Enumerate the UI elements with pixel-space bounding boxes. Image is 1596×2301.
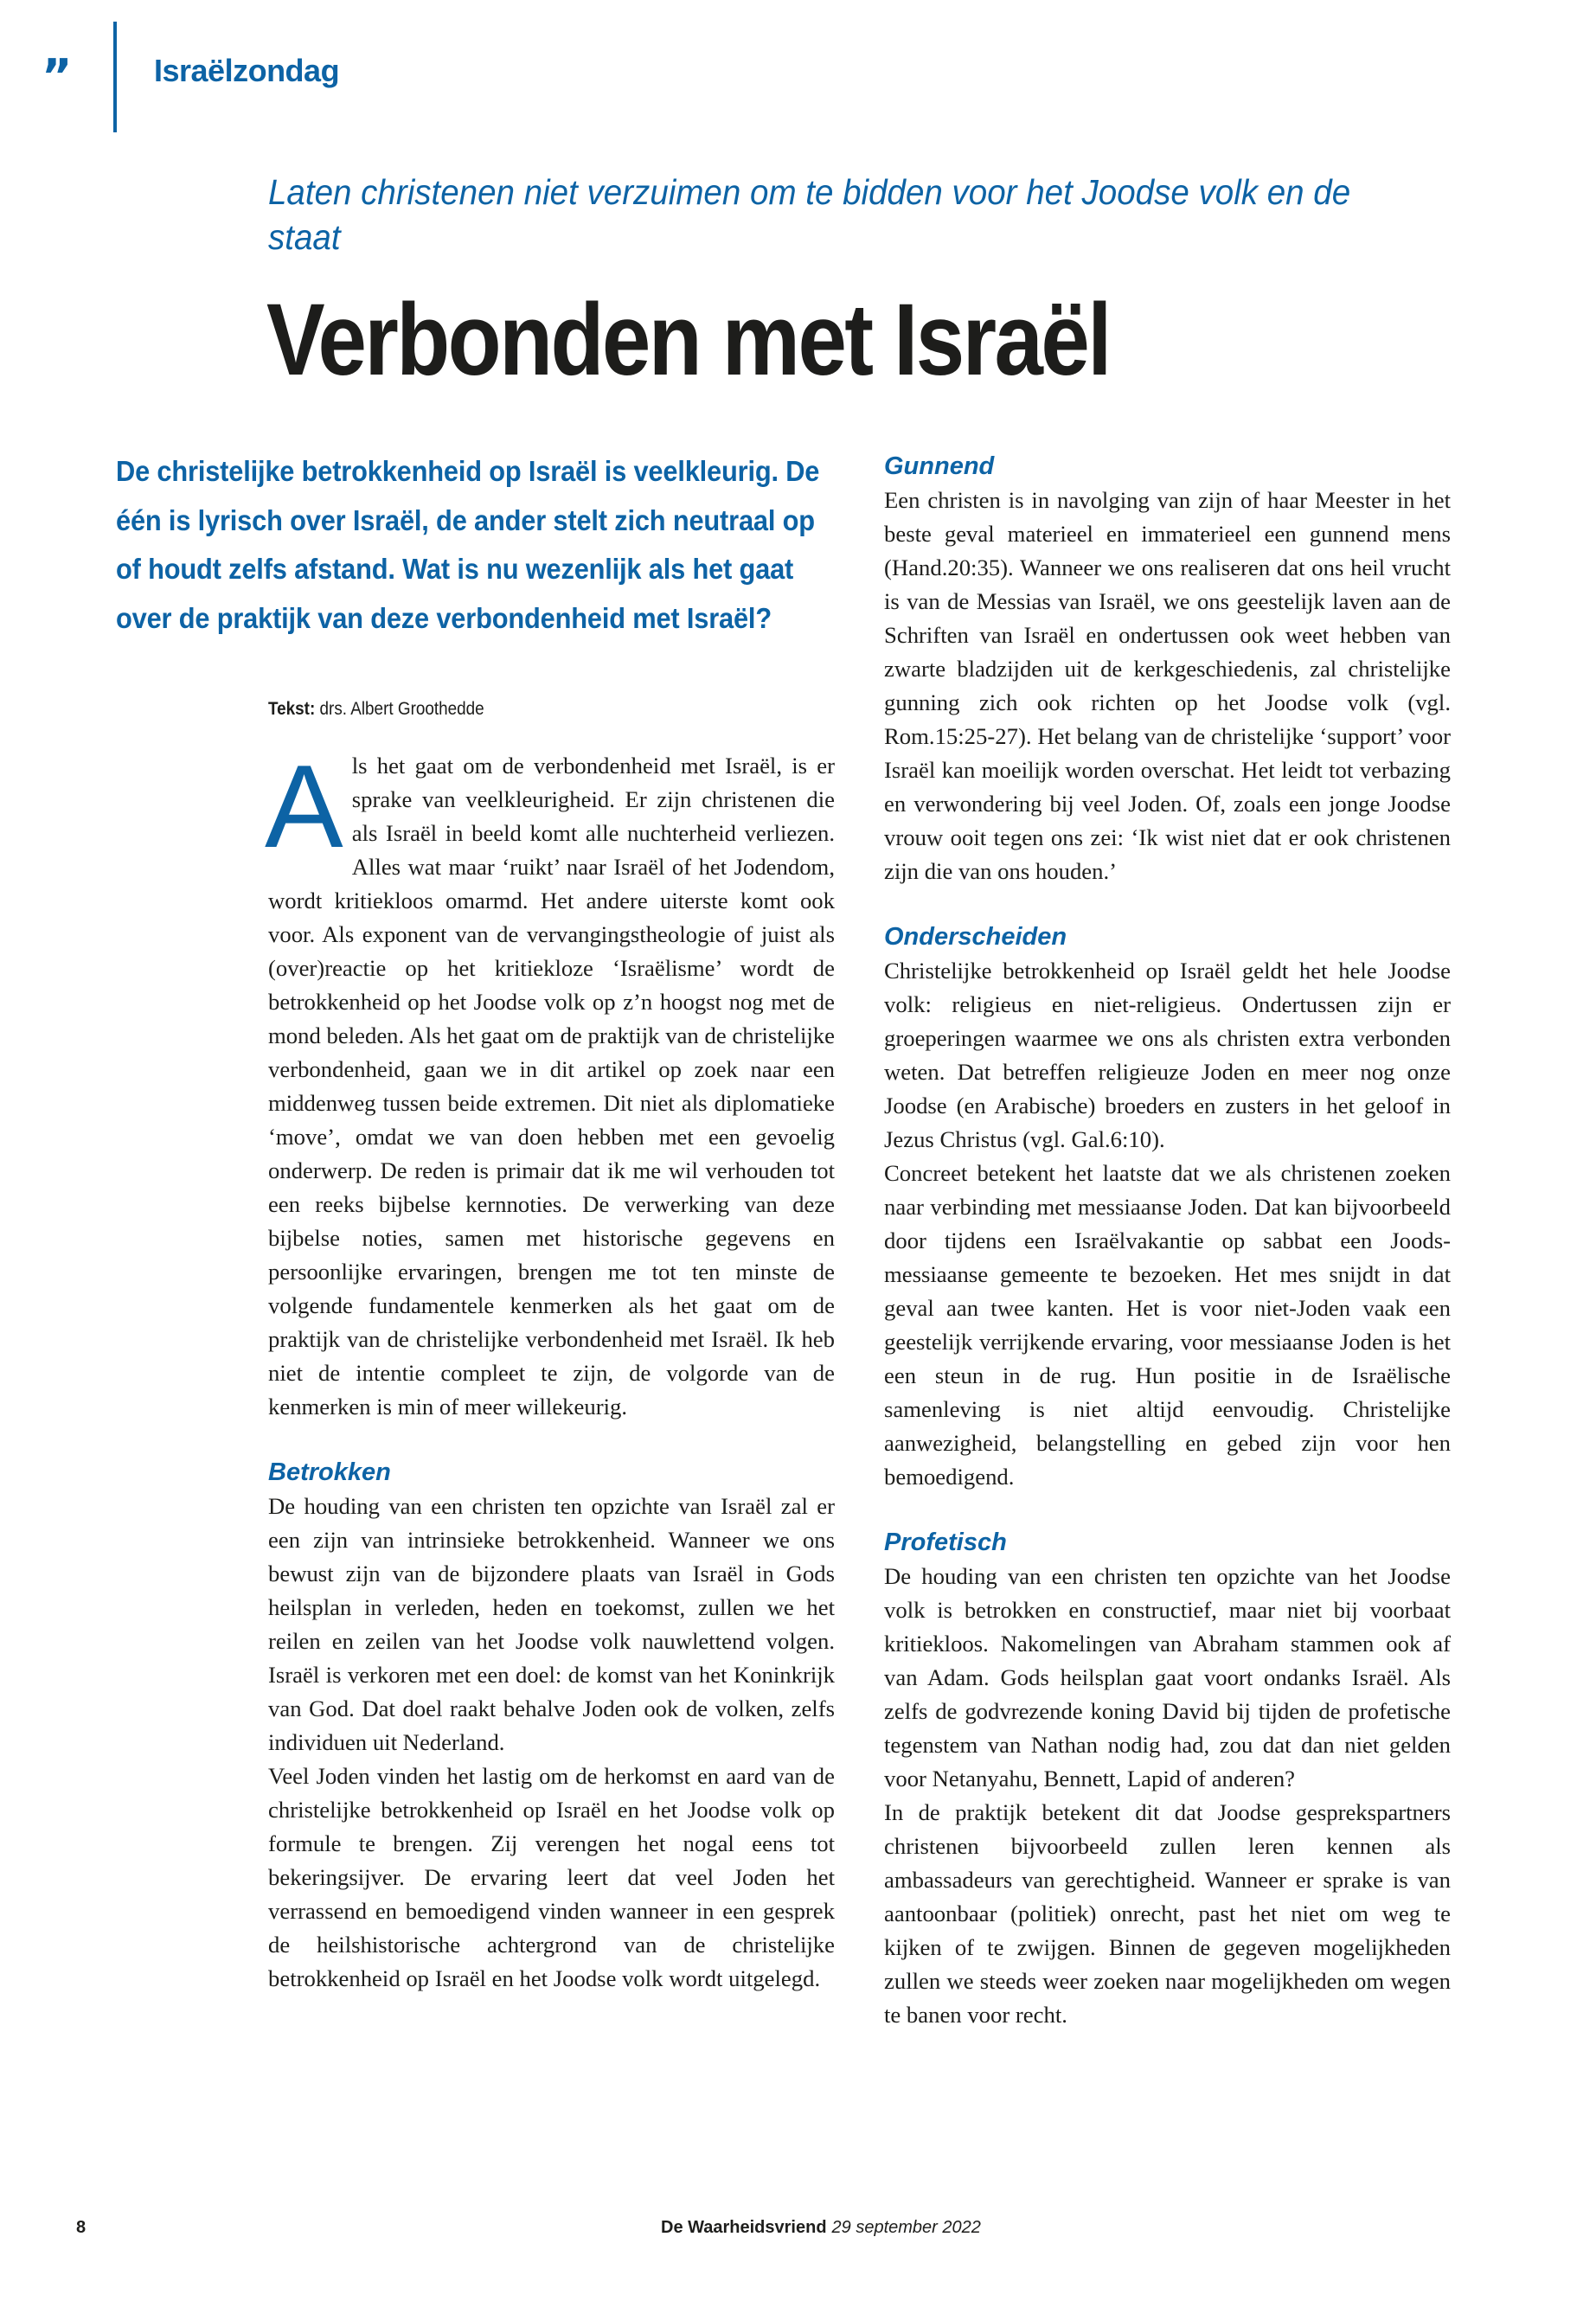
page-number: 8 [76, 2218, 87, 2237]
header-divider [113, 22, 117, 132]
profetisch-paragraph-1: De houding van een christen ten opzichte van het Joodse volk is betrokken en constructief, maar niet bij voorbaat kritiekloos. Nakomelingen van Abraham stammen ook af van Adam. Gods heilsplan gaat voort ondanks Israël. Als zelfs de godvrezende koning David bij tijden de profetische tegenstem van Nathan nodig had, zou dat dan niet gelden voor Netanyahu, Bennett, Lapid of anderen? [884, 1563, 1451, 1791]
byline [268, 697, 484, 721]
onderscheiden-paragraph-2: Concreet betekent het laatste dat we als christenen zoeken naar verbinding met messiaanse Joden. Dat kan bijvoorbeeld door tijdens een Israëlvakantie op sabbat een Joods-messiaanse gemeente te bezoeken. Het mes snijdt in dat geval aan twee kanten. Het is voor niet-Joden vaak een geestelijk verrijkende ervaring, voor messiaanse Joden is het een steun in de rug. Hun positie in de Israëlische samenleving is niet altijd eenvoudig. Christelijke aanwezigheid, belangstelling en gebed zijn voor hen bemoedigend. [884, 1160, 1451, 1490]
profetisch-paragraph-2: In de praktijk betekent dit dat Joodse gesprekspartners christenen bijvoorbeeld zullen leren kennen als ambassadeurs van gerechtigheid. Wanneer er sprake is van aantoonbaar (politiek) onrecht, past het niet om weg te kijken of te zwijgen. Binnen de gegeven mogelijkheden zullen we steeds weer zoeken naar mogelijkheden om wegen te banen voor recht. [884, 1799, 1451, 2028]
betrokken-paragraph-2: Veel Joden vinden het lastig om de herkomst en aard van de christelijke betrokkenheid op Israël en het Joodse volk op formule te brengen. Zij verengen het nogal eens tot bekeringsijver. De ervaring leert dat veel Joden het verrassend en bemoedigend vinden wanneer in een gesprek de heilshistorische achtergrond van de christelijke betrokkenheid op Israël en het Joodse volk wordt uitgelegd. [268, 1763, 835, 1991]
quote-mark-icon: ” [42, 49, 73, 104]
heading-betrokken: Betrokken [268, 1458, 391, 1486]
byline-author: drs. Albert Groothedde [319, 699, 484, 719]
heading-gunnend: Gunnend [884, 452, 995, 480]
byline-label: Tekst: [268, 699, 316, 719]
gunnend-paragraph-1: Een christen is in navolging van zijn of haar Meester in het beste geval materieel en immaterieel een gunnend mens (Hand.20:35). Wanneer we ons realiseren dat ons heil vrucht is van de Messias van Israël, we ons geestelijk laven aan de Schriften van Israël en ondertussen ook weet hebben van zwarte bladzijden uit de kerkgeschiedenis, zal christelijke gunning zich ook richten op het Joodse volk (vgl. Rom.15:25-27). Het belang van de christelijke ‘support’ voor Israël kan moeilijk worden overschat. Het leidt tot verbazing en verwondering bij veel Joden. Of, zoals een jonge Joodse vrouw ooit tegen ons zei: ‘Ik wist niet dat er ook christenen zijn die van ons houden.’ [884, 487, 1451, 884]
onderscheiden-paragraph-1: Christelijke betrokkenheid op Israël geldt het hele Joodse volk: religieus en niet-religieus. Ondertussen zijn er groeperingen waarmee we ons als christen extra verbonden weten. Dat betreffen religieuze Joden en meer nog onze Joodse (en Arabische) broeders en zusters in het geloof in Jezus Christus (vgl. Gal.6:10). [884, 958, 1451, 1152]
publication-name: De Waarheidsvriend [661, 2218, 827, 2237]
article-column-left [265, 740, 835, 1996]
section-label: Israëlzondag [154, 53, 340, 88]
betrokken-paragraph-1: De houding van een christen ten opzichte van Israël zal er een zijn van intrinsieke betrokkenheid. Wanneer we ons bewust zijn van de bijzondere plaats van Israël in Gods heilsplan in verleden, heden en toekomst, zullen we het reilen en zeilen van het Joodse volk nauwlettend volgen. Israël is verkoren met een doel: de komst van het Koninkrijk van God. Dat doel raakt behalve Joden ook de volken, zelfs individuen uit Nederland. [268, 1493, 835, 1755]
intro-text: ls het gaat om de verbondenheid met Israël, is er sprake van veelkleurigheid. Er zijn christenen die als Israël in beeld komt alle nuchterheid verliezen. Alles wat maar ‘ruikt’ naar Israël of het Jodendom, wordt kritiekloos omarmd. Het andere uiterste komt ook voor. Als exponent van de vervangingstheologie of juist als (over)reactie op het kritiekloze ‘Israëlisme’ wordt de betrokkenheid op het Joodse volk op z’n hoogst nog met de mond beleden. Als het gaat om de praktijk van de christelijke verbondenheid, gaan we in dit artikel op zoek naar een middenweg tussen beide extremen. Dit niet als diplomatieke ‘move’, omdat we van doen hebben met een gevoelig onderwerp. De reden is primair dat ik me wil verhouden tot een reeks bijbelse kernnoties. De verwerking van deze bijbelse noties, samen met historische gegevens en persoonlijke ervaringen, brengen me tot ten minste de volgende fundamentele kenmerken als het gaat om de praktijk van de christelijke verbondenheid met Israël. Ik heb niet de intentie compleet te zijn, de volgorde van de kenmerken is min of meer willekeurig. [268, 753, 835, 1420]
page-title: Verbonden met Israël [266, 283, 1110, 397]
heading-profetisch: Profetisch [884, 1529, 1007, 1556]
publication-date: 29 september 2022 [831, 2218, 981, 2237]
heading-onderscheiden: Onderscheiden [884, 923, 1067, 951]
footer-publication [661, 2216, 981, 2239]
lead-paragraph: De christelijke betrokkenheid op Israël is veelkleurig. De één is lyrisch over Israël, de ander stelt zich neutraal op of houdt zelfs afstand. Wat is nu wezenlijk als het gaat over de praktijk van deze verbondenheid met Israël? [116, 456, 820, 635]
intro-paragraph [265, 740, 835, 1424]
kicker: Laten christenen niet verzuimen om te bidden voor het Joodse volk en de staat [268, 172, 1351, 257]
drop-cap: A [265, 740, 343, 872]
article-column-right [884, 450, 1451, 2032]
